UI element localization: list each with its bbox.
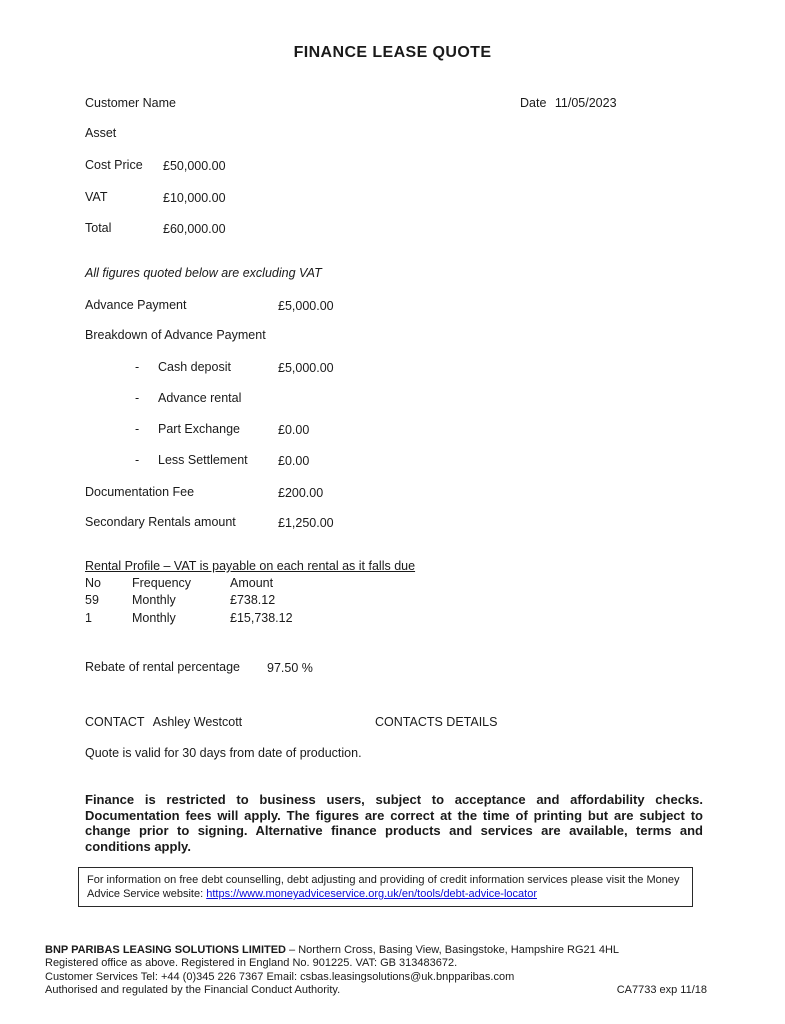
secondary-rentals-label: Secondary Rentals amount xyxy=(85,515,236,529)
bullet-dash: - xyxy=(135,391,140,405)
bullet-dash: - xyxy=(135,453,140,467)
breakdown-title: Breakdown of Advance Payment xyxy=(85,328,266,342)
rebate-value: 97.50 % xyxy=(267,661,313,675)
pricing-row-cost xyxy=(85,158,725,175)
footer-contact-line: Customer Services Tel: +44 (0)345 226 7367 Email: csbas.leasingsolutions@uk.bnpparibas.com xyxy=(45,970,515,983)
contacts-details-label: CONTACTS DETAILS xyxy=(375,715,498,729)
vat-note: All figures quoted below are excluding VAT xyxy=(85,266,322,280)
rebate-row xyxy=(85,660,725,677)
page-title: FINANCE LEASE QUOTE xyxy=(293,44,492,61)
bullet-dash: - xyxy=(135,422,140,436)
rental-amount: £738.12 xyxy=(230,593,276,607)
vat-value: £10,000.00 xyxy=(163,191,226,205)
rental-count: 59 xyxy=(85,593,99,607)
money-advice-service-link[interactable]: https://www.moneyadviceservice.org.uk/en/tools/debt-advice-locator xyxy=(206,888,537,900)
date-value: 11/05/2023 xyxy=(554,96,617,110)
rental-count: 1 xyxy=(85,611,92,625)
pricing-row-total xyxy=(85,221,725,238)
less-settlement-label: Less Settlement xyxy=(158,453,248,467)
breakdown-row-less-settlement xyxy=(135,453,775,470)
asset-label: Asset xyxy=(85,126,117,140)
breakdown-row-part-exchange xyxy=(135,422,775,439)
quote-validity-text: Quote is valid for 30 days from date of production. xyxy=(85,746,362,760)
debt-advice-text: For information on free debt counselling, debt adjusting and providing of credit information services please visit the Money Advice Service website: xyxy=(87,874,680,900)
cash-deposit-value: £5,000.00 xyxy=(278,361,334,375)
column-amount: Amount xyxy=(230,576,274,590)
column-no: No xyxy=(85,576,101,590)
footer-registration-line: Registered office as above. Registered in England No. 901225. VAT: GB 313483672. xyxy=(45,957,458,970)
less-settlement-value: £0.00 xyxy=(278,454,310,468)
date-label: Date xyxy=(520,96,547,110)
advance-rental-label: Advance rental xyxy=(158,391,242,405)
advance-payment-label: Advance Payment xyxy=(85,298,187,312)
cash-deposit-label: Cash deposit xyxy=(158,360,231,374)
contact-row xyxy=(85,715,725,732)
footer xyxy=(45,944,707,998)
cost-price-label: Cost Price xyxy=(85,158,143,172)
date-row xyxy=(520,96,617,110)
rental-profile-row-1 xyxy=(85,593,485,610)
rental-frequency: Monthly xyxy=(132,593,176,607)
breakdown-row-advance-rental xyxy=(135,391,775,408)
company-name: BNP PARIBAS LEASING SOLUTIONS LIMITED xyxy=(45,944,286,956)
documentation-fee-value: £200.00 xyxy=(278,486,324,500)
company-address: – Northern Cross, Basing View, Basingstoke, Hampshire RG21 4HL xyxy=(286,944,620,956)
rental-frequency: Monthly xyxy=(132,611,176,625)
vat-label: VAT xyxy=(85,190,108,204)
rental-amount: £15,738.12 xyxy=(230,611,293,625)
breakdown-row-cash-deposit xyxy=(135,360,775,377)
cost-price-value: £50,000.00 xyxy=(163,159,226,173)
documentation-fee-row xyxy=(85,485,725,502)
documentation-fee-label: Documentation Fee xyxy=(85,485,195,499)
rental-profile-header-row xyxy=(85,576,485,593)
footer-fca-text: Authorised and regulated by the Financial Conduct Authority. xyxy=(45,984,341,997)
contact-name: Ashley Westcott xyxy=(152,715,243,729)
advance-payment-row xyxy=(85,298,725,315)
debt-advice-box xyxy=(78,867,693,907)
part-exchange-label: Part Exchange xyxy=(158,422,240,436)
total-value: £60,000.00 xyxy=(163,222,226,236)
bullet-dash: - xyxy=(135,360,140,374)
column-frequency: Frequency xyxy=(132,576,192,590)
footer-reference-code: CA7733 exp 11/18 xyxy=(616,984,707,997)
secondary-rentals-row xyxy=(85,515,725,532)
finance-disclaimer: Finance is restricted to business users, subject to acceptance and affordability checks. Documentation fees will apply. The figures are correct at the time of printing but are subject to change prior to signing. Alternative finance products and services are available, terms and conditions apply. xyxy=(85,792,703,854)
rental-profile-heading: Rental Profile – VAT is payable on each rental as it falls due xyxy=(85,559,416,573)
advance-payment-value: £5,000.00 xyxy=(278,299,334,313)
rebate-label: Rebate of rental percentage xyxy=(85,660,240,674)
rental-profile-row-2 xyxy=(85,611,485,628)
part-exchange-value: £0.00 xyxy=(278,423,310,437)
footer-regulatory-line xyxy=(45,984,707,997)
secondary-rentals-value: £1,250.00 xyxy=(278,516,334,530)
pricing-row-vat xyxy=(85,190,725,207)
contact-label: CONTACT xyxy=(85,715,145,729)
customer-name-label: Customer Name xyxy=(85,96,176,110)
total-label: Total xyxy=(85,221,112,235)
footer-company-line xyxy=(45,944,707,957)
